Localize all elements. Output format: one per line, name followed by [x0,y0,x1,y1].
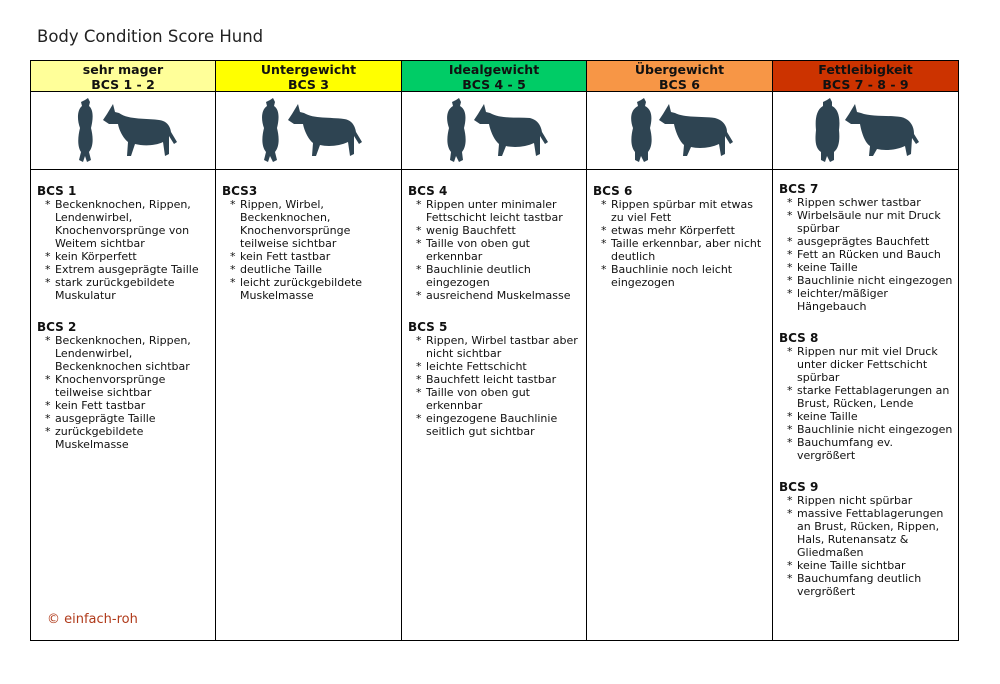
bullet-star-icon: * [787,345,793,358]
criteria-item [408,224,582,237]
dog-image-cell [773,92,958,170]
bullet-star-icon: * [601,263,607,276]
criteria-text: leichter/mäßiger Hängebauch [797,287,888,313]
bullet-star-icon: * [601,237,607,250]
bcs-range: BCS 7 - 8 - 9 [822,77,909,92]
criteria-item [779,507,954,559]
category-label: Fettleibigkeit [818,62,913,77]
column-body [216,170,402,640]
criteria-text: Taille erkennbar, aber nicht deutlich [611,237,762,263]
bullet-star-icon: * [416,198,422,211]
bullet-star-icon: * [45,250,51,263]
column-body [31,170,216,640]
criteria-list [779,345,954,462]
bcs-range: BCS 3 [288,77,329,92]
bcs-section [37,320,211,451]
bullet-star-icon: * [230,263,236,276]
criteria-item [779,274,954,287]
bullet-star-icon: * [787,209,793,222]
criteria-item [779,287,954,313]
criteria-text: ausreichend Muskelmasse [426,289,571,302]
criteria-item [593,224,768,237]
criteria-text: Rippen nicht spürbar [797,494,913,507]
criteria-text: Bauchumfang ev. vergrößert [797,436,893,462]
dog-image-cell [31,92,216,170]
bullet-star-icon: * [787,436,793,449]
criteria-item [408,386,582,412]
bullet-star-icon: * [787,384,793,397]
criteria-item [408,334,582,360]
criteria-item [37,334,211,373]
bullet-star-icon: * [416,386,422,399]
criteria-item [779,559,954,572]
criteria-text: Bauchfett leicht tastbar [426,373,557,386]
bcs-range: BCS 6 [659,77,700,92]
bullet-star-icon: * [416,289,422,302]
criteria-text: eingezogene Bauchlinie seitlich gut sichtbar [426,412,558,438]
criteria-text: Rippen unter minimaler Fettschicht leicht tastbar [426,198,563,224]
bcs-section [779,480,954,598]
dog-silhouette-icon [629,96,739,166]
bcs-heading: BCS 5 [408,320,448,334]
criteria-text: etwas mehr Körperfett [611,224,735,237]
bullet-star-icon: * [416,360,422,373]
criteria-item [779,261,954,274]
criteria-item [779,410,954,423]
criteria-text: Extrem ausgeprägte Taille [55,263,199,276]
column-body [773,170,958,640]
bullet-star-icon: * [45,334,51,347]
criteria-text: Bauchlinie noch leicht eingezogen [611,263,733,289]
column-body [587,170,773,640]
criteria-list [779,494,954,598]
criteria-item [593,198,768,224]
bcs-section [593,184,768,289]
criteria-text: wenig Bauchfett [426,224,516,237]
criteria-item [408,198,582,224]
criteria-text: Rippen spürbar mit etwas zu viel Fett [611,198,753,224]
criteria-text: keine Taille [797,261,858,274]
bullet-star-icon: * [230,198,236,211]
criteria-list [779,196,954,313]
criteria-item [779,572,954,598]
criteria-text: Wirbelsäule nur mit Druck spürbar [797,209,941,235]
criteria-item [593,237,768,263]
criteria-item [779,345,954,384]
dog-silhouette-icon [444,96,554,166]
criteria-text: Taille von oben gut erkennbar [426,386,530,412]
bcs-section [779,182,954,313]
criteria-text: Fett an Rücken und Bauch [797,248,941,261]
criteria-text: leichte Fettschicht [426,360,527,373]
bullet-star-icon: * [601,224,607,237]
bcs-section [408,320,582,438]
criteria-item [779,209,954,235]
bullet-star-icon: * [45,412,51,425]
dog-image-cell [402,92,587,170]
bullet-star-icon: * [416,412,422,425]
criteria-list [37,198,211,302]
criteria-text: Rippen schwer tastbar [797,196,921,209]
criteria-text: Bauchlinie deutlich eingezogen [426,263,531,289]
criteria-text: Beckenknochen, Rippen, Lendenwirbel, Beckenknochen sichtbar [55,334,191,373]
criteria-item [408,263,582,289]
dog-silhouette-icon [258,96,368,166]
copyright-notice: © einfach-roh [47,612,138,627]
category-label: sehr mager [82,62,164,77]
bcs-section [408,184,582,302]
criteria-text: Beckenknochen, Rippen, Lendenwirbel, Knochenvorsprünge von Weitem sichtbar [55,198,191,250]
criteria-item [37,250,211,263]
header-idealgewicht [402,61,587,92]
criteria-item [593,263,768,289]
bullet-star-icon: * [787,235,793,248]
criteria-item [408,237,582,263]
criteria-text: Knochenvorsprünge teilweise sichtbar [55,373,166,399]
criteria-text: starke Fettablagerungen an Brust, Rücken, Lende [797,384,950,410]
criteria-item [37,373,211,399]
criteria-item [408,373,582,386]
criteria-item [37,276,211,302]
bullet-star-icon: * [787,423,793,436]
criteria-item [779,494,954,507]
bcs-heading: BCS3 [222,184,258,198]
criteria-item [222,198,397,250]
bullet-star-icon: * [787,572,793,585]
header-sehr-mager [31,61,216,92]
criteria-list [408,334,582,438]
bullet-star-icon: * [787,287,793,300]
bcs-section [779,331,954,462]
criteria-text: Rippen, Wirbel, Beckenknochen, Knochenvorsprünge teilweise sichtbar [240,198,351,250]
criteria-item [408,289,582,302]
criteria-item [408,412,582,438]
criteria-text: Taille von oben gut erkennbar [426,237,530,263]
bcs-heading: BCS 9 [779,480,819,494]
bullet-star-icon: * [416,237,422,250]
bcs-table [30,60,959,641]
criteria-text: ausgeprägte Taille [55,412,156,425]
dog-silhouette-icon [815,96,925,166]
criteria-item [222,263,397,276]
bullet-star-icon: * [416,224,422,237]
criteria-text: deutliche Taille [240,263,323,276]
criteria-text: kein Fett tastbar [240,250,331,263]
bcs-heading: BCS 2 [37,320,77,334]
criteria-text: kein Körperfett [55,250,137,263]
bullet-star-icon: * [787,494,793,507]
criteria-text: kein Fett tastbar [55,399,146,412]
category-label: Idealgewicht [448,62,540,77]
criteria-list [222,198,397,302]
bullet-star-icon: * [787,274,793,287]
criteria-text: Bauchlinie nicht eingezogen [797,274,953,287]
criteria-list [593,198,768,289]
bullet-star-icon: * [787,410,793,423]
criteria-item [408,360,582,373]
header-uebergewicht [587,61,773,92]
bcs-section [222,184,397,302]
bcs-heading: BCS 8 [779,331,819,345]
bullet-star-icon: * [601,198,607,211]
bullet-star-icon: * [45,425,51,438]
bcs-heading: BCS 6 [593,184,633,198]
dog-image-cell [587,92,773,170]
bcs-section [37,184,211,302]
dog-silhouette-icon [73,96,183,166]
bcs-heading: BCS 1 [37,184,77,198]
criteria-item [37,263,211,276]
dog-image-cell [216,92,402,170]
bullet-star-icon: * [230,276,236,289]
bullet-star-icon: * [230,250,236,263]
bullet-star-icon: * [45,399,51,412]
criteria-item [779,196,954,209]
criteria-item [222,250,397,263]
bullet-star-icon: * [45,263,51,276]
criteria-text: ausgeprägtes Bauchfett [797,235,930,248]
criteria-list [408,198,582,302]
bullet-star-icon: * [787,507,793,520]
bullet-star-icon: * [787,248,793,261]
criteria-text: leicht zurückgebildete Muskelmasse [240,276,363,302]
bullet-star-icon: * [787,261,793,274]
header-untergewicht [216,61,402,92]
criteria-item [779,436,954,462]
criteria-item [779,235,954,248]
page-title: Body Condition Score Hund [37,27,264,46]
bullet-star-icon: * [787,559,793,572]
criteria-text: keine Taille [797,410,858,423]
criteria-text: Rippen nur mit viel Druck unter dicker Fettschicht spürbar [797,345,938,384]
criteria-item [37,425,211,451]
bcs-range: BCS 4 - 5 [462,77,526,92]
bullet-star-icon: * [416,373,422,386]
criteria-list [37,334,211,451]
criteria-item [779,384,954,410]
criteria-text: Bauchumfang deutlich vergrößert [797,572,922,598]
criteria-item [779,248,954,261]
column-body [402,170,587,640]
bullet-star-icon: * [787,196,793,209]
bcs-heading: BCS 4 [408,184,448,198]
bullet-star-icon: * [45,373,51,386]
criteria-text: Bauchlinie nicht eingezogen [797,423,953,436]
bullet-star-icon: * [416,263,422,276]
bcs-range: BCS 1 - 2 [91,77,155,92]
criteria-item [37,198,211,250]
bullet-star-icon: * [45,276,51,289]
header-fettleibigkeit [773,61,958,92]
criteria-item [37,412,211,425]
bcs-heading: BCS 7 [779,182,819,196]
criteria-text: keine Taille sichtbar [797,559,906,572]
criteria-item [222,276,397,302]
criteria-text: massive Fettablagerungen an Brust, Rücken, Rippen, Hals, Rutenansatz & Gliedmaßen [797,507,944,559]
category-label: Übergewicht [634,62,725,77]
criteria-item [779,423,954,436]
bullet-star-icon: * [416,334,422,347]
criteria-item [37,399,211,412]
criteria-text: zurückgebildete Muskelmasse [55,425,144,451]
criteria-text: Rippen, Wirbel tastbar aber nicht sichtbar [426,334,578,360]
criteria-text: stark zurückgebildete Muskulatur [55,276,175,302]
bullet-star-icon: * [45,198,51,211]
category-label: Untergewicht [260,62,357,77]
